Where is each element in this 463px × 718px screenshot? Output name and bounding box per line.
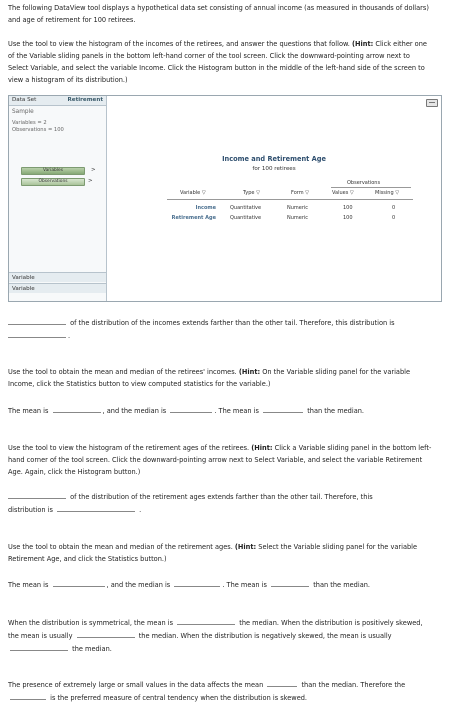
- q3-answer: [8, 490, 432, 516]
- q2-median-label: , and the median is: [102, 407, 167, 415]
- q2-compare-dropdown[interactable]: [263, 404, 303, 413]
- q2-answer-line: [8, 404, 432, 417]
- variable-panel-2[interactable]: Variable: [9, 283, 106, 293]
- q6-paragraph: [8, 678, 432, 704]
- row-missing: 0: [392, 215, 396, 221]
- row-values: 100: [343, 215, 353, 221]
- variables-count: Variables = 2: [12, 120, 47, 126]
- q3-hint-label: (Hint:: [251, 444, 273, 452]
- q5-paragraph: [8, 616, 432, 655]
- observations-count: Observations = 100: [12, 127, 64, 133]
- q1-paragraph: [8, 316, 432, 342]
- q2-text: Use the tool to obtain the mean and median of the retirees' incomes.: [8, 368, 239, 376]
- row-variable[interactable]: Income: [195, 205, 216, 211]
- q5-text-c: the median. When the distribution is negatively skewed, the mean is usually: [138, 632, 392, 640]
- q4-median-label: , and the median is: [106, 581, 171, 589]
- q2-hint-label: (Hint:: [238, 368, 261, 376]
- row-values: 100: [343, 205, 353, 211]
- group-header-divider: [331, 187, 411, 188]
- dataset-counts: [9, 115, 106, 134]
- variable-panel-1[interactable]: Variable: [9, 272, 106, 282]
- intro-paragraph: [8, 2, 432, 26]
- q5-text-d: the median.: [72, 645, 112, 653]
- tool-left-panel: [9, 96, 107, 301]
- q5-negative-dropdown[interactable]: [10, 642, 68, 651]
- col-header-type[interactable]: Type ▽: [243, 190, 260, 196]
- instructions-paragraph: [8, 38, 432, 86]
- tool-main-area: [107, 96, 441, 301]
- q4-text: Use the tool to obtain the mean and median of the retirement ages.: [8, 543, 235, 551]
- q2-than-median: than the median.: [307, 407, 365, 415]
- q4-paragraph: [8, 541, 432, 565]
- dataset-title: Income and Retirement Age: [222, 155, 326, 163]
- q4-median-input[interactable]: [174, 578, 220, 587]
- q4-mean-label: The mean is: [8, 581, 49, 589]
- row-variable[interactable]: Retirement Age: [171, 215, 216, 221]
- q4-mean-input[interactable]: [53, 578, 105, 587]
- observations-group-header: Observations: [347, 180, 381, 186]
- q1-period: .: [68, 332, 71, 340]
- sample-label[interactable]: Sample: [12, 109, 34, 115]
- q4-answer-line: [8, 578, 432, 591]
- print-icon[interactable]: [426, 99, 438, 107]
- row-type: Quantitative: [230, 205, 262, 211]
- col-header-values[interactable]: Values ▽: [332, 190, 354, 196]
- variables-arrow-icon: >: [91, 167, 96, 173]
- col-header-missing[interactable]: Missing ▽: [375, 190, 400, 196]
- hint-text: Click either one of the Variable sliding panels in the bottom left-hand corner of the tool screen. Click the downward-pointing arrow next to Select Variable, and select the variable Income. Click the Histogram button in the middle of the left-hand side of the screen to view a histogram of its distribution.): [8, 40, 427, 84]
- q4-hint-text: Select the Variable sliding panel for the variable Retirement Age, and click the Statistics button.): [8, 543, 418, 563]
- q6-measure-dropdown[interactable]: [10, 691, 46, 700]
- q3-paragraph: [8, 442, 432, 478]
- instructions-text: Use the tool to view the histogram of the incomes of the retirees, and answer the questions that follow.: [8, 40, 352, 48]
- intro-text: The following DataView tool displays a hypothetical data set consisting of annual income (as measured in thousands of dollars) and age of retirement for 100 retirees.: [8, 4, 429, 24]
- q5-positive-dropdown[interactable]: [77, 629, 135, 638]
- dataview-tool: [8, 95, 442, 302]
- q6-text-a: The presence of extremely large or small values in the data affects the mean: [8, 681, 264, 689]
- q3-period: .: [139, 506, 142, 514]
- q5-text-b: the median. When the distribution is positively skewed, the mean is usually: [8, 619, 423, 640]
- observations-arrow-icon: >: [88, 178, 93, 184]
- q3-text: Use the tool to view the histogram of the retirement ages of the retirees.: [8, 444, 252, 452]
- q4-compare-label: . The mean is: [222, 581, 267, 589]
- row-form: Numeric: [287, 215, 309, 221]
- q1-tail-dropdown[interactable]: [8, 316, 66, 325]
- variables-button[interactable]: Variables: [21, 167, 85, 175]
- q1-shape-dropdown[interactable]: [8, 329, 66, 338]
- q2-median-input[interactable]: [170, 404, 212, 413]
- q4-than-median: than the median.: [313, 581, 371, 589]
- dataset-value[interactable]: Retirement: [67, 97, 103, 103]
- q6-text-b: than the median. Therefore the: [301, 681, 406, 689]
- q4-hint-label: (Hint:: [234, 543, 257, 551]
- q3-tail-dropdown[interactable]: [8, 490, 66, 499]
- row-missing: 0: [392, 205, 396, 211]
- q6-text-c: is the preferred measure of central tendency when the distribution is skewed.: [50, 694, 308, 702]
- table-header-divider: [167, 199, 413, 200]
- dataset-label: Data Set: [12, 97, 37, 103]
- row-form: Numeric: [287, 205, 309, 211]
- q3-shape-dropdown[interactable]: [57, 503, 135, 512]
- q3-answer-text: of the distribution of the retirement ages extends farther than the other tail. Therefore, this: [70, 493, 373, 501]
- observations-button[interactable]: Observations: [21, 178, 85, 186]
- row-type: Quantitative: [230, 215, 262, 221]
- dataset-header: [9, 96, 106, 106]
- col-header-variable[interactable]: Variable ▽: [180, 190, 206, 196]
- q2-paragraph: [8, 366, 432, 390]
- q4-compare-dropdown[interactable]: [271, 578, 309, 587]
- q3-hint-text: Click a Variable sliding panel in the bottom left-hand corner of the tool screen. Click the downward-pointing arrow next to Select Variable, and select the variable Retirement Age. Again, click the Histogram button.): [8, 444, 432, 476]
- q6-effect-dropdown[interactable]: [267, 678, 297, 687]
- col-header-form[interactable]: Form ▽: [291, 190, 310, 196]
- hint-label: (Hint:: [351, 40, 374, 48]
- q5-symmetric-dropdown[interactable]: [177, 616, 235, 625]
- q2-mean-label: The mean is: [8, 407, 49, 415]
- q1-text: of the distribution of the incomes extends farther than the other tail. Therefore, this distribution is: [70, 319, 395, 327]
- q3-distribution-label: distribution is: [8, 506, 53, 514]
- dataset-subtitle: for 100 retirees: [252, 166, 296, 172]
- q5-text-a: When the distribution is symmetrical, the mean is: [8, 619, 174, 627]
- q2-hint-text: On the Variable sliding panel for the variable Income, click the Statistics button to view computed statistics for the variable.): [8, 368, 411, 388]
- q2-compare-label: . The mean is: [214, 407, 259, 415]
- q2-mean-input[interactable]: [53, 404, 101, 413]
